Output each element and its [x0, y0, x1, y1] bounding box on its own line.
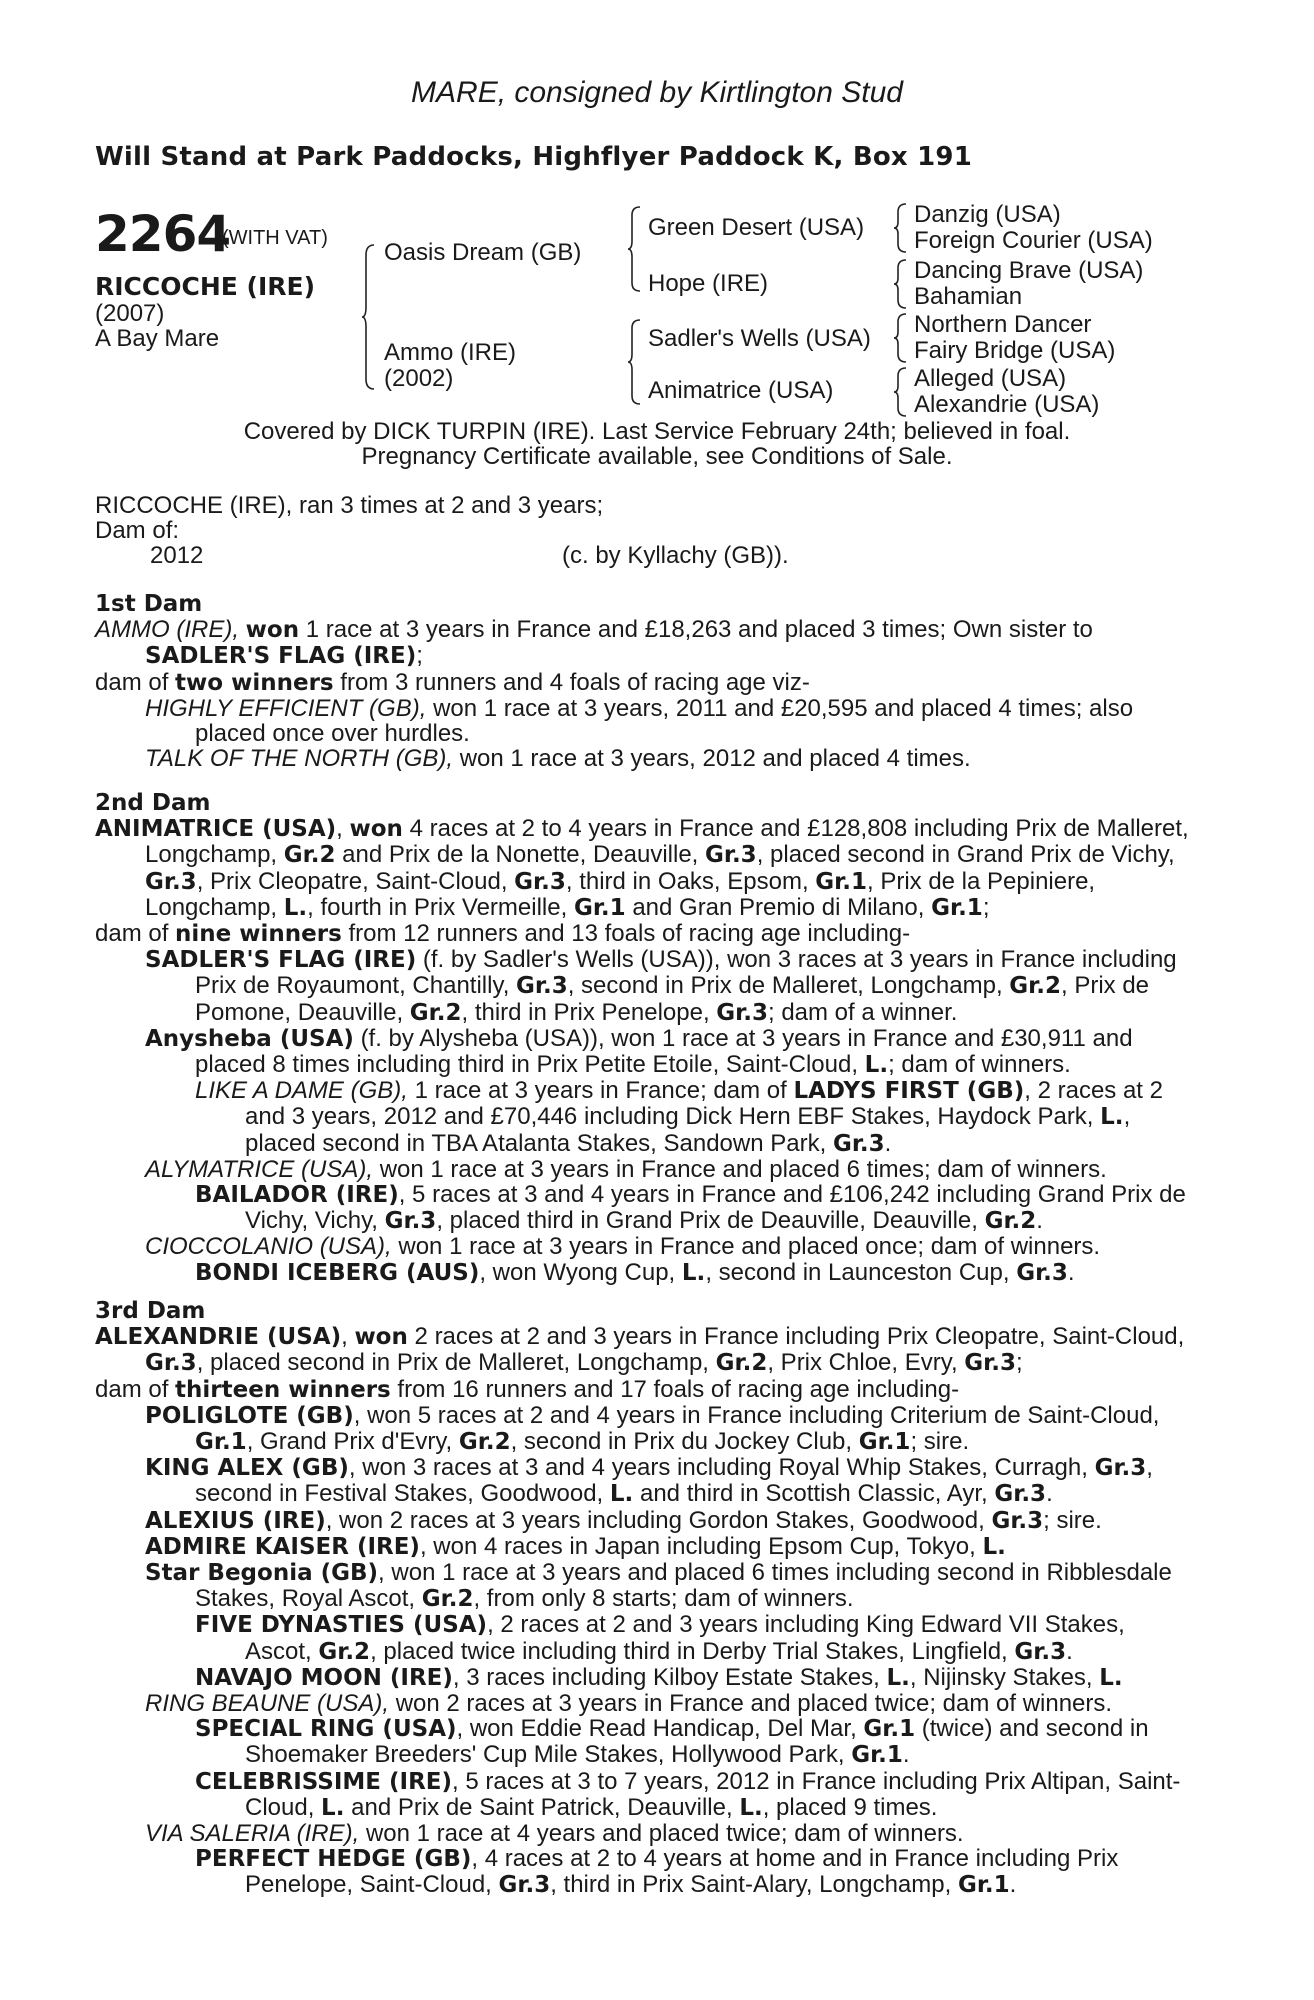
- grandsire-8: Alexandrie (USA): [914, 391, 1100, 418]
- foal-record: won 2 races at 3 years in France and placed twice; dam of winners.: [395, 1690, 1113, 1718]
- foal-name: NAVAJO MOON (IRE): [195, 1664, 453, 1691]
- punct: ;: [982, 893, 990, 921]
- second-dam-record: ANIMATRICE (USA), won 4 races at 2 to 4 years in France and £128,808 including Prix de Malleret, Longchamp, Gr.2 and Prix de la Nonette, Deauville, Gr.3, placed second in Grand Prix de Vichy, Gr.3, Prix Cleopatre, Saint-Cloud, Gr.3, third in Oaks, Epsom, Gr.1, Prix de la Pepiniere, Longchamp, L., fourth in Prix Vermeille, Gr.1 and Gran Premio di Milano, Gr.1;: [95, 815, 1189, 921]
- produce-entry: [95, 1560, 1195, 1612]
- foal-record: won 1 race at 4 years and placed twice; dam of winners.: [365, 1820, 964, 1848]
- winners-count: nine winners: [175, 921, 342, 948]
- produce-entry: [95, 1026, 1195, 1078]
- grade: Gr.3: [145, 868, 197, 895]
- grade: Gr.1: [858, 1429, 911, 1456]
- foal-record: (f. by Alysheba (USA)), won 1 race at 3 years in France and £30,911 and placed 8 times including third in Prix Petite Etoile, Saint-Cloud,: [195, 1024, 1133, 1079]
- grade: Gr.2: [458, 1429, 511, 1456]
- won-label: won: [354, 1324, 408, 1351]
- foal-record: , second in Prix du Jockey Club,: [510, 1428, 853, 1456]
- race-text: , Prix Cleopatre, Saint-Cloud,: [196, 867, 508, 895]
- produce-entry: [95, 947, 1195, 1026]
- winners-count: thirteen winners: [175, 1376, 391, 1403]
- grade: Gr.3: [498, 1872, 551, 1899]
- grade: Gr.3: [1094, 1455, 1147, 1482]
- punct: .: [884, 1129, 892, 1157]
- foal-name: ADMIRE KAISER (IRE): [145, 1533, 420, 1560]
- foal-record: , won 3 races at 3 and 4 years including Royal Whip Stakes, Curragh,: [348, 1454, 1088, 1482]
- produce-entry: [95, 1534, 1195, 1560]
- grade: Gr.2: [421, 1586, 474, 1613]
- grandsire-6: Fairy Bridge (USA): [914, 337, 1116, 364]
- grand-produce-entry: [95, 1260, 1195, 1286]
- grade: L.: [864, 1052, 889, 1079]
- cover-line-2: Pregnancy Certificate available, see Conditions of Sale.: [361, 443, 953, 470]
- foal-record: , placed third in Grand Prix de Deauville, Deauville,: [436, 1207, 978, 1235]
- foal-record: won 1 race at 3 years in France and placed 6 times; dam of winners.: [379, 1155, 1107, 1183]
- grade: L.: [681, 1259, 706, 1286]
- foal-record: won 1 race at 3 years, 2012 and placed 4 times.: [459, 745, 971, 773]
- foal-record: , won 4 races in Japan including Epsom Cup, Tokyo,: [419, 1532, 976, 1560]
- horse-year: (2007): [95, 300, 165, 327]
- foal-record: , 2 races at 2 and 3 years, 2012 and £70,446 including Dick Hern EBF Stakes, Haydock Park,: [245, 1077, 1163, 1131]
- grade: Gr.3: [1014, 1638, 1067, 1665]
- foal-record: (twice) and second in Shoemaker Breeders' Cup Mile Stakes, Hollywood Park,: [245, 1715, 1149, 1769]
- grand-produce-entry: [95, 1612, 1195, 1664]
- produce-entry: [95, 1691, 1195, 1716]
- produce-foal: (c. by Kyllachy (GB)).: [562, 542, 789, 570]
- foal-record: 1 race at 3 years in France; dam of: [414, 1077, 787, 1105]
- produce-entry: [95, 1234, 1195, 1259]
- foal-name: POLIGLOTE (GB): [145, 1402, 354, 1429]
- produce-entry: [95, 1455, 1195, 1507]
- won-label: won: [349, 816, 403, 843]
- foal-name: BAILADOR (IRE): [195, 1182, 399, 1209]
- dam-sire: Sadler's Wells (USA): [648, 325, 871, 352]
- grade: Gr.3: [514, 868, 566, 895]
- foal-record: won 1 race at 3 years, 2011 and £20,595 and placed 4 times; also placed once over hurdles.: [195, 694, 1134, 748]
- sire-dam: Hope (IRE): [648, 270, 769, 297]
- race-text: 4 races at 2 to 4 years in France and £128,808 including Prix de Malleret, Longchamp,: [145, 815, 1189, 869]
- grade: Gr.3: [964, 1350, 1016, 1377]
- produce-entry: [95, 696, 1195, 746]
- pedigree-bracket: [628, 205, 642, 293]
- grandsire-4: Bahamian: [914, 283, 1023, 310]
- horse-description: A Bay Mare: [95, 325, 220, 352]
- second-dam-heading: 2nd Dam: [95, 790, 211, 816]
- foal-name: KING ALEX (GB): [145, 1455, 349, 1482]
- grand-produce-entry: [95, 1665, 1195, 1691]
- grade: Gr.3: [832, 1130, 885, 1157]
- foal-name: PERFECT HEDGE (GB): [195, 1846, 472, 1873]
- summary-text: dam of: [95, 920, 169, 948]
- lot-number: 2264: [95, 205, 231, 263]
- grand-produce-entry: [95, 1846, 1195, 1898]
- produce-entry: [95, 746, 1195, 771]
- produce-entry: [95, 1821, 1195, 1846]
- foal-name: VIA SALERIA (IRE),: [145, 1820, 360, 1848]
- grade: Gr.3: [994, 1481, 1047, 1508]
- punct: ;: [1015, 1349, 1023, 1377]
- foal-record: , 5 races at 3 to 7 years, 2012 in France including Prix Altipan, Saint-Cloud,: [245, 1767, 1181, 1821]
- grade: L.: [886, 1664, 910, 1691]
- foal-record: ; dam of winners.: [888, 1051, 1071, 1079]
- pedigree-bracket: [894, 366, 908, 418]
- foal-name: RING BEAUNE (USA),: [145, 1690, 390, 1718]
- foal-name: CIOCCOLANIO (USA),: [145, 1233, 392, 1261]
- foal-name: CELEBRISSIME (IRE): [195, 1768, 453, 1795]
- grand-produce-entry: [95, 1182, 1195, 1234]
- third-dam-record: ALEXANDRIE (USA), won 2 races at 2 and 3 years in France including Prix Cleopatre, Saint-Cloud, Gr.3, placed second in Prix de Malleret, Longchamp, Gr.2, Prix Chloe, Evry, Gr.3;: [95, 1323, 1185, 1377]
- produce-year: 2012: [150, 542, 204, 570]
- pedigree-bracket: [362, 243, 376, 391]
- foal-record: (f. by Sadler's Wells (USA)), won 3 races at 3 years in France including Prix de Royaumont, Chantilly,: [195, 946, 1177, 1000]
- foal-name: ALYMATRICE (USA),: [145, 1155, 374, 1183]
- produce-intro: RICCOCHE (IRE), ran 3 times at 2 and 3 years;: [95, 492, 604, 519]
- first-dam-record: [95, 617, 1195, 669]
- grade: Gr.2: [984, 1208, 1037, 1235]
- grade: L.: [609, 1481, 634, 1508]
- third-dam-section: [95, 1299, 1195, 1899]
- punct: .: [1046, 1480, 1053, 1508]
- foal-record: , won Wyong Cup,: [479, 1258, 676, 1286]
- punct: .: [902, 1741, 910, 1769]
- grandsire-2: Foreign Courier (USA): [914, 227, 1153, 254]
- foal-record: , from only 8 starts; dam of winners.: [473, 1585, 854, 1613]
- sister-name: SADLER'S FLAG (IRE): [145, 643, 417, 670]
- foal-record: , 3 races including Kilboy Estate Stakes,: [452, 1663, 880, 1691]
- race-text: , third in Oaks, Epsom,: [565, 867, 809, 895]
- foal-name: LADYS FIRST (GB): [793, 1078, 1025, 1105]
- foal-name: HIGHLY EFFICIENT (GB),: [145, 694, 427, 722]
- produce-entry: [95, 1403, 1195, 1455]
- foal-record: , 2 races at 2 and 3 years including King Edward VII Stakes, Ascot,: [245, 1611, 1125, 1665]
- grade: Gr.2: [715, 1350, 768, 1377]
- grade: Gr.1: [851, 1742, 903, 1769]
- race-text: and Prix de la Nonette, Deauville,: [342, 841, 699, 869]
- race-text: , fourth in Prix Vermeille,: [307, 893, 568, 921]
- foal-record: , 5 races at 3 and 4 years in France and £106,242 including Grand Prix de Vichy, Vichy,: [245, 1181, 1186, 1235]
- foal-record: , won 5 races at 2 and 4 years in France including Criterium de Saint-Cloud,: [353, 1401, 1160, 1429]
- grade: Gr.3: [705, 842, 757, 869]
- grade: Gr.2: [409, 999, 462, 1026]
- dam-year: (2002): [384, 365, 454, 392]
- third-dam-produce-summary: [95, 1377, 1195, 1403]
- pedigree-bracket: [894, 258, 908, 310]
- summary-text: from 16 runners and 17 foals of racing age including-: [397, 1375, 960, 1403]
- foal-record: , won 1 race at 3 years and placed 6 times including second in Ribblesdale Stakes, Royal Ascot,: [195, 1559, 1172, 1613]
- grand-produce-entry: [95, 1769, 1195, 1821]
- punct: ;: [416, 642, 423, 670]
- produce-record: [95, 493, 1195, 569]
- dam-name: ALEXANDRIE (USA): [95, 1324, 342, 1351]
- foal-name: Anysheba (USA): [145, 1025, 354, 1052]
- grade: Gr.3: [516, 973, 568, 1000]
- grade: Gr.3: [145, 1350, 197, 1377]
- race-text: and Gran Premio di Milano,: [632, 893, 925, 921]
- grade: L.: [739, 1794, 763, 1821]
- grade: Gr.1: [815, 868, 867, 895]
- grade: L.: [1100, 1104, 1124, 1131]
- grade: Gr.2: [1009, 973, 1061, 1000]
- punct: .: [1036, 1207, 1043, 1235]
- dam-name: ANIMATRICE (USA): [95, 816, 337, 843]
- grandsire-7: Alleged (USA): [914, 365, 1067, 392]
- grandsire-1: Danzig (USA): [914, 201, 1061, 228]
- won-label: won: [245, 617, 300, 644]
- race-text: 1 race at 3 years in France and £18,263 and placed 3 times; Own sister to: [305, 616, 1093, 644]
- cover-line-1: Covered by DICK TURPIN (IRE). Last Service February 24th; believed in foal.: [243, 418, 1071, 445]
- foal-record: , won 2 races at 3 years including Gordon Stakes, Goodwood,: [325, 1506, 985, 1534]
- dam: Ammo (IRE): [384, 339, 516, 366]
- location-line: Will Stand at Park Paddocks, Highflyer Paddock K, Box 191: [95, 142, 972, 172]
- grandsire-5: Northern Dancer: [914, 311, 1092, 338]
- foal-record: , placed second in TBA Atalanta Stakes, Sandown Park,: [245, 1103, 1131, 1157]
- grade: L.: [321, 1794, 345, 1821]
- grade: Gr.2: [318, 1638, 371, 1665]
- grade: Gr.1: [863, 1716, 916, 1743]
- foal-name: Star Begonia (GB): [145, 1560, 379, 1587]
- summary-text: from 3 runners and 4 foals of racing age viz-: [340, 668, 810, 696]
- first-dam-section: [95, 592, 1195, 771]
- pedigree-bracket: [628, 318, 642, 406]
- race-text: , placed second in Grand Prix de Vichy,: [756, 841, 1175, 869]
- grade: L.: [982, 1533, 1006, 1560]
- foal-record: , third in Prix Penelope,: [461, 998, 710, 1026]
- foal-record: , second in Festival Stakes, Goodwood,: [195, 1454, 1153, 1508]
- foal-record: and third in Scottish Classic, Ayr,: [639, 1480, 988, 1508]
- second-dam-produce-summary: [95, 921, 1195, 947]
- dam-dam: Animatrice (USA): [648, 377, 834, 404]
- foal-name: TALK OF THE NORTH (GB),: [145, 745, 454, 773]
- dam-name: AMMO (IRE),: [95, 616, 239, 644]
- race-text: 2 races at 2 and 3 years in France including Prix Cleopatre, Saint-Cloud,: [414, 1323, 1185, 1351]
- produce-entry: [95, 1157, 1195, 1182]
- vat-note: (WITH VAT): [222, 227, 328, 249]
- punct: .: [1009, 1871, 1017, 1899]
- race-text: , Prix de la Pepiniere, Longchamp,: [145, 867, 1096, 921]
- foal-name: BONDI ICEBERG (AUS): [195, 1259, 480, 1286]
- foal-record: ; sire.: [1043, 1506, 1102, 1534]
- pedigree-bracket: [894, 312, 908, 364]
- foal-record: , placed twice including third in Derby Trial Stakes, Lingfield,: [370, 1637, 1008, 1665]
- sire: Oasis Dream (GB): [384, 239, 582, 266]
- grade: Gr.3: [1016, 1259, 1068, 1286]
- grade: Gr.1: [957, 1872, 1010, 1899]
- summary-text: dam of: [95, 1375, 169, 1403]
- foal-record: , Grand Prix d'Evry,: [246, 1428, 453, 1456]
- produce-row: [95, 543, 1195, 568]
- foal-record: , Nijinsky Stakes,: [909, 1663, 1093, 1691]
- race-text: , Prix Chloe, Evry,: [767, 1349, 958, 1377]
- grade: Gr.2: [283, 842, 336, 869]
- sire-sire: Green Desert (USA): [648, 214, 865, 241]
- grade: Gr.1: [931, 894, 983, 921]
- foal-record: , second in Prix de Malleret, Longchamp,: [567, 972, 1003, 1000]
- grade: Gr.1: [195, 1429, 247, 1456]
- grade: Gr.3: [384, 1208, 437, 1235]
- foal-record: ; dam of a winner.: [767, 998, 958, 1026]
- summary-text: from 12 runners and 13 foals of racing age including-: [348, 920, 911, 948]
- foal-name: FIVE DYNASTIES (USA): [195, 1612, 488, 1639]
- produce-dam-of: Dam of:: [95, 517, 180, 545]
- grandsire-3: Dancing Brave (USA): [914, 257, 1144, 284]
- foal-name: SPECIAL RING (USA): [195, 1716, 457, 1743]
- first-dam-heading: 1st Dam: [95, 591, 203, 617]
- grade: Gr.1: [573, 894, 626, 921]
- grade: L.: [1099, 1664, 1123, 1691]
- grand-produce-entry: [95, 1716, 1195, 1768]
- foal-record: ; sire.: [910, 1428, 970, 1456]
- first-dam-produce-summary: [95, 670, 1195, 696]
- grand-produce-entry: [95, 1078, 1195, 1157]
- race-text: , placed second in Prix de Malleret, Longchamp,: [196, 1349, 709, 1377]
- foal-record: , won Eddie Read Handicap, Del Mar,: [456, 1715, 857, 1743]
- winners-count: two winners: [175, 669, 334, 696]
- consignment-line: MARE, consigned by Kirtlington Stud: [411, 76, 903, 109]
- grade: Gr.3: [716, 999, 768, 1026]
- punct: .: [1066, 1637, 1073, 1665]
- foal-record: won 1 race at 3 years in France and placed once; dam of winners.: [398, 1233, 1101, 1261]
- foal-record: and Prix de Saint Patrick, Deauville,: [351, 1793, 733, 1821]
- foal-name: SADLER'S FLAG (IRE): [145, 947, 417, 974]
- foal-record: , second in Launceston Cup,: [705, 1258, 1010, 1286]
- foal-record: , Prix de Pomone, Deauville,: [195, 972, 1150, 1026]
- pedigree-bracket: [894, 202, 908, 254]
- foal-record: , 4 races at 2 to 4 years at home and in France including Prix Penelope, Saint-Cloud,: [245, 1845, 1119, 1899]
- horse-name: RICCOCHE (IRE): [95, 272, 316, 301]
- second-dam-section: [95, 791, 1195, 1286]
- grade: Gr.3: [991, 1507, 1044, 1534]
- third-dam-heading: 3rd Dam: [95, 1298, 206, 1324]
- produce-entry: [95, 1508, 1195, 1534]
- foal-name: LIKE A DAME (GB),: [195, 1077, 408, 1105]
- grade: L.: [283, 894, 308, 921]
- punct: .: [1067, 1258, 1075, 1286]
- foal-record: , placed 9 times.: [762, 1793, 938, 1821]
- foal-name: ALEXIUS (IRE): [145, 1507, 326, 1534]
- summary-text: dam of: [95, 668, 169, 696]
- foal-record: , third in Prix Saint-Alary, Longchamp,: [550, 1871, 952, 1899]
